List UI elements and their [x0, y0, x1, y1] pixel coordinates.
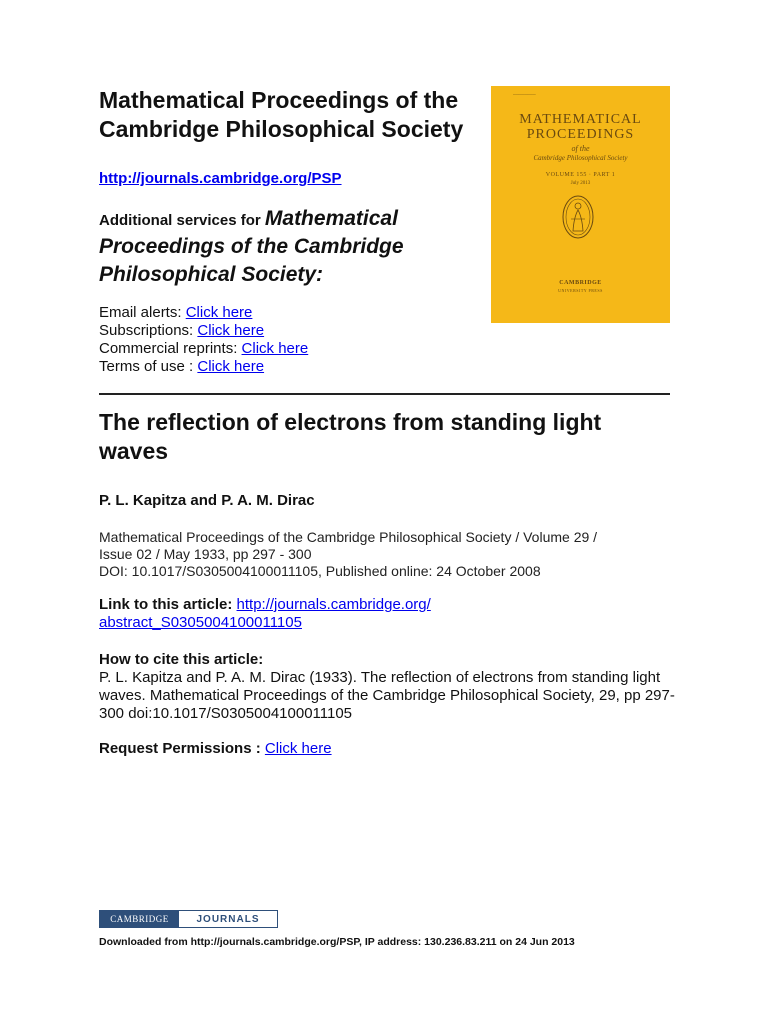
commercial-reprints-link[interactable]: Click here: [241, 340, 309, 357]
logo-cambridge-text: CAMBRIDGE: [100, 911, 179, 927]
additional-services-journal-name: Mathematical Proceedings of the Cambridge Philosophical Society:: [99, 207, 404, 286]
request-permissions-link[interactable]: Click here: [264, 740, 332, 757]
cover-seal-icon: [560, 193, 596, 241]
article-url-link-part1[interactable]: http://journals.cambridge.org/: [236, 596, 431, 613]
article-citation-meta: [99, 529, 674, 580]
cover-volume: VOLUME 155 · PART 1: [545, 172, 616, 178]
cover-title-line1: MATHEMATICAL: [519, 112, 642, 127]
cover-title-line3: of the: [571, 144, 590, 153]
service-terms-of-use: [99, 358, 308, 376]
article-url-link-part2[interactable]: abstract_S0305004100011105: [99, 614, 302, 631]
cover-publisher-sub: UNIVERSITY PRESS: [558, 288, 603, 293]
cover-date: July 2013: [570, 181, 591, 186]
journal-url-link[interactable]: http://journals.cambridge.org/PSP: [99, 170, 342, 187]
article-authors: P. L. Kapitza and P. A. M. Dirac: [99, 492, 315, 509]
service-label: Commercial reprints:: [99, 340, 242, 357]
service-label: Subscriptions:: [99, 322, 198, 339]
meta-line: Mathematical Proceedings of the Cambridge Philosophical Society / Volume 29 /: [99, 529, 598, 545]
service-label: Terms of use :: [99, 358, 198, 375]
terms-of-use-link[interactable]: Click here: [197, 358, 265, 375]
cambridge-journals-logo: [99, 910, 278, 928]
section-divider: [99, 393, 670, 395]
logo-journals-text: JOURNALS: [179, 911, 277, 927]
article-title: The reflection of electrons from standing light waves: [99, 409, 602, 464]
how-to-cite-label: How to cite this article:: [99, 651, 264, 668]
journal-cover-image: [491, 86, 670, 323]
link-to-article-label: Link to this article:: [99, 596, 237, 613]
service-email-alerts: [99, 304, 308, 322]
service-subscriptions: [99, 322, 308, 340]
services-list: [99, 304, 308, 376]
download-note: Downloaded from http://journals.cambridge.org/PSP, IP address: 130.236.83.211 on 24 Jun 2013: [99, 936, 575, 948]
cover-publisher: CAMBRIDGE: [559, 280, 602, 286]
how-to-cite-text: P. L. Kapitza and P. A. M. Dirac (1933). The reflection of electrons from standing light waves. Mathematical Proceedings of the Cambridge Philosophical Society, 29, pp 297-300 doi:10.1017/S0305004100011105: [99, 669, 675, 722]
service-commercial-reprints: [99, 340, 308, 358]
journal-title: Mathematical Proceedings of the Cambridge Philosophical Society: [99, 87, 464, 142]
service-label: Email alerts:: [99, 304, 186, 321]
cover-issn-mark: ────────: [513, 92, 536, 97]
how-to-cite: [99, 651, 679, 723]
link-to-article: [99, 596, 674, 632]
cover-title-line2: PROCEEDINGS: [526, 127, 635, 142]
request-permissions: [99, 740, 332, 757]
email-alerts-link[interactable]: Click here: [185, 304, 253, 321]
cover-title-line4: Cambridge Philosophical Society: [533, 154, 628, 162]
meta-doi-line: DOI: 10.1017/S0305004100011105, Published online: 24 October 2008: [99, 563, 541, 579]
subscriptions-link[interactable]: Click here: [197, 322, 265, 339]
meta-line: Issue 02 / May 1933, pp 297 - 300: [99, 546, 312, 562]
additional-services-heading: [99, 206, 489, 290]
request-permissions-label: Request Permissions :: [99, 740, 265, 757]
additional-services-prefix: Additional services for: [99, 212, 261, 229]
